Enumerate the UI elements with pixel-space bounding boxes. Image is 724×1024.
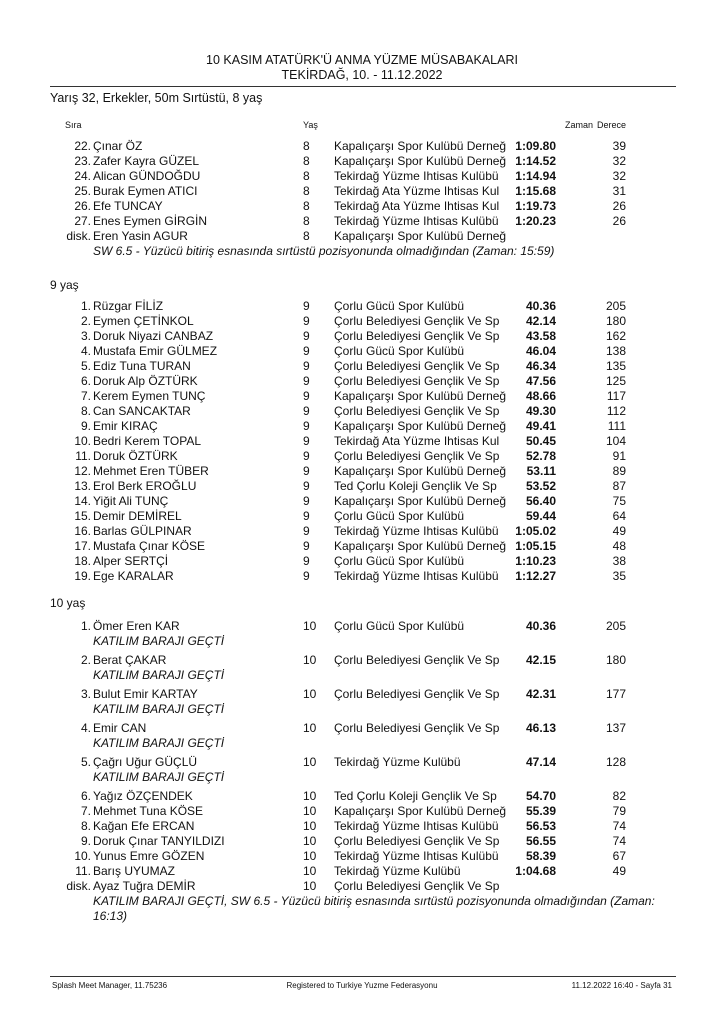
- swimmer-age: 10: [303, 721, 317, 735]
- club-name: Tekirdağ Yüzme Ihtisas Kulübü: [334, 169, 499, 183]
- swimmer-name: Bedri Kerem TOPAL: [93, 434, 202, 448]
- club-name: Çorlu Belediyesi Gençlik Ve Sp: [334, 834, 500, 848]
- swimmer-name: Bulut Emir KARTAY: [93, 687, 198, 701]
- swimmer-age: 9: [303, 554, 310, 568]
- result-row-disqualified: [0, 878, 724, 894]
- swimmer-age: 8: [303, 139, 310, 153]
- club-name: Kapalıçarşı Spor Kulübü Derneğ: [334, 389, 507, 403]
- rank: 26.: [74, 199, 91, 213]
- swim-time: 48.66: [525, 389, 556, 403]
- swimmer-age: 9: [303, 494, 310, 508]
- swimmer-name: Ediz Tuna TURAN: [93, 359, 191, 373]
- points: 91: [612, 449, 626, 463]
- rank: 2.: [80, 653, 91, 667]
- rank: 22.: [74, 139, 91, 153]
- club-name: Çorlu Belediyesi Gençlik Ve Sp: [334, 359, 500, 373]
- footer-divider: [50, 976, 676, 977]
- rank: disk.: [66, 879, 91, 893]
- qualification-note: [0, 633, 724, 649]
- swim-time: 1:05.02: [515, 524, 556, 538]
- result-row: [0, 553, 724, 569]
- swimmer-name: Mehmet Eren TÜBER: [93, 464, 209, 478]
- swimmer-name: Mustafa Emir GÜLMEZ: [93, 344, 218, 358]
- club-name: Kapalıçarşı Spor Kulübü Derneğ: [334, 139, 507, 153]
- points: 74: [612, 834, 626, 848]
- swim-time: 1:05.15: [515, 539, 556, 553]
- points: 180: [605, 653, 626, 667]
- swim-time: 53.52: [525, 479, 556, 493]
- swimmer-name: Barış UYUMAZ: [93, 864, 176, 878]
- swimmer-age: 9: [303, 314, 310, 328]
- rank: 4.: [80, 721, 91, 735]
- points: 64: [612, 509, 626, 523]
- swim-time: 43.58: [525, 329, 556, 343]
- result-row: [0, 168, 724, 184]
- club-name: Çorlu Gücü Spor Kulübü: [334, 299, 465, 313]
- swimmer-name: Erol Berk EROĞLU: [93, 479, 197, 493]
- swimmer-age: 10: [303, 789, 317, 803]
- swimmer-age: 9: [303, 449, 310, 463]
- meet-location-date: TEKİRDAĞ, 10. - 11.12.2022: [281, 68, 443, 82]
- points-column-header: Derece: [596, 120, 626, 130]
- swimmer-age: 10: [303, 804, 317, 818]
- rank: 10.: [74, 849, 91, 863]
- swimmer-name: Çağrı Uğur GÜÇLÜ: [93, 755, 198, 769]
- result-row: [0, 818, 724, 834]
- swimmer-name: Doruk ÖZTÜRK: [93, 449, 178, 463]
- swimmer-name: Eymen ÇETİNKOL: [93, 314, 194, 328]
- points: 48: [612, 539, 626, 553]
- rank: 8.: [80, 819, 91, 833]
- age-group-label: 9 yaş: [50, 278, 79, 292]
- disqualification-note-continued: [0, 908, 724, 924]
- rank: 17.: [74, 539, 91, 553]
- points: 177: [605, 687, 626, 701]
- swimmer-age: 9: [303, 344, 310, 358]
- rank-column-header: Sıra: [65, 120, 82, 130]
- rank: 25.: [74, 184, 91, 198]
- time-column-header: Zaman: [564, 120, 593, 130]
- club-name: Tekirdağ Ata Yüzme Ihtisas Kul: [334, 184, 500, 198]
- rank: 1.: [80, 299, 91, 313]
- swimmer-age: 10: [303, 619, 317, 633]
- swimmer-age: 9: [303, 404, 310, 418]
- club-name: Kapalıçarşı Spor Kulübü Derneğ: [334, 494, 507, 508]
- points: 138: [605, 344, 626, 358]
- result-row: [0, 788, 724, 804]
- swim-time: 50.45: [525, 434, 556, 448]
- club-name: Çorlu Belediyesi Gençlik Ve Sp: [334, 449, 500, 463]
- result-row: [0, 298, 724, 314]
- club-name: Tekirdağ Yüzme Kulübü: [334, 755, 461, 769]
- rank: 5.: [80, 359, 91, 373]
- swimmer-name: Berat ÇAKAR: [93, 653, 167, 667]
- swimmer-age: 9: [303, 389, 310, 403]
- result-row: [0, 213, 724, 229]
- result-row: [0, 418, 724, 434]
- club-name: Kapalıçarşı Spor Kulübü Derneğ: [334, 464, 507, 478]
- club-name: Çorlu Gücü Spor Kulübü: [334, 554, 465, 568]
- event-title: Yarış 32, Erkekler, 50m Sırtüstü, 8 yaş: [50, 91, 263, 105]
- points: 111: [607, 419, 626, 433]
- swim-time: 46.34: [525, 359, 556, 373]
- swimmer-name: Demir DEMİREL: [93, 509, 182, 523]
- swim-time: 42.31: [525, 687, 556, 701]
- rank: 4.: [80, 344, 91, 358]
- rank: 6.: [80, 374, 91, 388]
- points: 162: [605, 329, 626, 343]
- swim-time: 42.15: [525, 653, 556, 667]
- points: 117: [606, 389, 626, 403]
- note-text: KATILIM BARAJI GEÇTİ: [93, 634, 225, 648]
- swim-time: 46.04: [525, 344, 556, 358]
- club-name: Kapalıçarşı Spor Kulübü Derneğ: [334, 539, 507, 553]
- rank: 14.: [74, 494, 91, 508]
- note-text: SW 6.5 - Yüzücü bitiriş esnasında sırtüstü pozisyonunda olmadığından (Zaman: 15:59): [93, 244, 555, 258]
- rank: 9.: [80, 834, 91, 848]
- club-name: Çorlu Belediyesi Gençlik Ve Sp: [334, 653, 500, 667]
- footer-software: Splash Meet Manager, 11.75236: [52, 981, 168, 990]
- rank: 11.: [75, 864, 91, 878]
- swimmer-name: Barlas GÜLPINAR: [93, 524, 192, 538]
- swimmer-name: Rüzgar FİLİZ: [93, 299, 164, 313]
- swim-time: 49.30: [525, 404, 556, 418]
- swimmer-name: Emir CAN: [93, 721, 147, 735]
- swimmer-name: Çınar ÖZ: [93, 139, 143, 153]
- result-row: [0, 720, 724, 736]
- swim-time: 59.44: [525, 509, 556, 523]
- result-row: [0, 508, 724, 524]
- club-name: Tekirdağ Yüzme Ihtisas Kulübü: [334, 569, 499, 583]
- result-row: [0, 313, 724, 329]
- note-text: KATILIM BARAJI GEÇTİ, SW 6.5 - Yüzücü bitiriş esnasında sırtüstü pozisyonunda olmadığından (Zaman:: [93, 894, 655, 908]
- swim-time: 47.56: [525, 374, 556, 388]
- club-name: Çorlu Belediyesi Gençlik Ve Sp: [334, 879, 500, 893]
- rank: 8.: [80, 404, 91, 418]
- swimmer-name: Doruk Alp ÖZTÜRK: [93, 374, 198, 388]
- result-row: [0, 388, 724, 404]
- result-row: [0, 328, 724, 344]
- rank: 19.: [74, 569, 91, 583]
- points: 104: [605, 434, 626, 448]
- rank: 15.: [74, 509, 91, 523]
- note-text: KATILIM BARAJI GEÇTİ: [93, 770, 225, 784]
- points: 67: [612, 849, 626, 863]
- points: 74: [612, 819, 626, 833]
- swim-time: 56.55: [525, 834, 556, 848]
- club-name: Kapalıçarşı Spor Kulübü Derneğ: [334, 154, 507, 168]
- swimmer-age: 9: [303, 299, 310, 313]
- points: 32: [612, 154, 626, 168]
- meet-title: 10 KASIM ATATÜRK'Ü ANMA YÜZME MÜSABAKALARI: [206, 53, 518, 67]
- rank: 13.: [74, 479, 91, 493]
- swimmer-age: 9: [303, 509, 310, 523]
- result-row: [0, 403, 724, 419]
- swimmer-name: Ege KARALAR: [93, 569, 174, 583]
- result-row: [0, 343, 724, 359]
- club-name: Kapalıçarşı Spor Kulübü Derneğ: [334, 419, 507, 433]
- rank: 18.: [74, 554, 91, 568]
- rank: 10.: [74, 434, 91, 448]
- points: 32: [612, 169, 626, 183]
- swimmer-name: Efe TUNCAY: [93, 199, 163, 213]
- swimmer-age: 9: [303, 434, 310, 448]
- rank: 16.: [74, 524, 91, 538]
- points: 49: [612, 864, 626, 878]
- swimmer-name: Yiğit Ali TUNÇ: [93, 494, 169, 508]
- result-row: [0, 448, 724, 464]
- swimmer-age: 9: [303, 479, 310, 493]
- result-row: [0, 373, 724, 389]
- swimmer-age: 10: [303, 755, 317, 769]
- rank: 7.: [80, 389, 91, 403]
- swimmer-age: 10: [303, 864, 317, 878]
- swimmer-age: 9: [303, 539, 310, 553]
- result-row: [0, 754, 724, 770]
- points: 205: [605, 299, 626, 313]
- club-name: Kapalıçarşı Spor Kulübü Derneğ: [334, 229, 507, 243]
- swimmer-age: 10: [303, 849, 317, 863]
- points: 79: [612, 804, 626, 818]
- swimmer-name: Ömer Eren KAR: [93, 619, 180, 633]
- result-row: [0, 803, 724, 819]
- club-name: Ted Çorlu Koleji Gençlik Ve Sp: [334, 789, 497, 803]
- swimmer-name: Enes Eymen GİRGİN: [93, 214, 208, 228]
- rank: 9.: [80, 419, 91, 433]
- swimmer-age: 9: [303, 569, 310, 583]
- result-row: [0, 833, 724, 849]
- club-name: Çorlu Gücü Spor Kulübü: [334, 344, 465, 358]
- club-name: Kapalıçarşı Spor Kulübü Derneğ: [334, 804, 507, 818]
- result-row: [0, 863, 724, 879]
- result-row: [0, 523, 724, 539]
- swim-time: 56.40: [525, 494, 556, 508]
- footer-date-page: 11.12.2022 16:40 - Sayfa 31: [571, 981, 672, 990]
- note-text: KATILIM BARAJI GEÇTİ: [93, 702, 225, 716]
- qualification-note: [0, 701, 724, 717]
- swimmer-age: 9: [303, 419, 310, 433]
- swimmer-name: Burak Eymen ATICI: [93, 184, 198, 198]
- result-row: [0, 153, 724, 169]
- swimmer-age: 10: [303, 834, 317, 848]
- result-row: [0, 463, 724, 479]
- rank: 23.: [74, 154, 91, 168]
- points: 128: [605, 755, 626, 769]
- swimmer-name: Can SANCAKTAR: [93, 404, 191, 418]
- points: 26: [612, 214, 626, 228]
- swimmer-age: 9: [303, 329, 310, 343]
- points: 125: [605, 374, 626, 388]
- swimmer-name: Kerem Eymen TUNÇ: [93, 389, 206, 403]
- result-row: [0, 686, 724, 702]
- swim-time: 42.14: [525, 314, 556, 328]
- points: 205: [605, 619, 626, 633]
- note-text: 16:13): [93, 909, 128, 923]
- swim-time: 54.70: [525, 789, 556, 803]
- age-group-label: 10 yaş: [50, 596, 86, 610]
- swim-time: 53.11: [526, 464, 556, 478]
- disqualification-note: [0, 893, 724, 909]
- result-row: [0, 138, 724, 154]
- swimmer-name: Alican GÜNDOĞDU: [93, 169, 201, 183]
- swim-time: 1:09.80: [515, 139, 556, 153]
- swimmer-name: Kağan Efe ERCAN: [93, 819, 195, 833]
- rank: 5.: [80, 755, 91, 769]
- swimmer-age: 9: [303, 464, 310, 478]
- points: 137: [605, 721, 626, 735]
- result-row: [0, 848, 724, 864]
- swim-time: 52.78: [525, 449, 556, 463]
- result-row: [0, 568, 724, 584]
- result-row: [0, 433, 724, 449]
- qualification-note: [0, 667, 724, 683]
- swimmer-name: Doruk Çınar TANYILDIZI: [93, 834, 225, 848]
- swimmer-name: Ayaz Tuğra DEMİR: [93, 879, 196, 893]
- swimmer-age: 10: [303, 687, 317, 701]
- swimmer-name: Yağız ÖZÇENDEK: [93, 789, 193, 803]
- swim-time: 46.13: [525, 721, 556, 735]
- result-row: [0, 478, 724, 494]
- rank: 27.: [74, 214, 91, 228]
- swim-time: 1:14.94: [515, 169, 556, 183]
- swimmer-age: 8: [303, 169, 310, 183]
- swim-time: 55.39: [525, 804, 556, 818]
- club-name: Tekirdağ Yüzme Ihtisas Kulübü: [334, 214, 499, 228]
- swim-time: 1:15.68: [515, 184, 556, 198]
- swimmer-age: 9: [303, 359, 310, 373]
- swim-time: 47.14: [525, 755, 556, 769]
- swimmer-age: 8: [303, 184, 310, 198]
- club-name: Tekirdağ Yüzme Ihtisas Kulübü: [334, 819, 499, 833]
- note-text: KATILIM BARAJI GEÇTİ: [93, 736, 225, 750]
- rank: 6.: [80, 789, 91, 803]
- result-row: [0, 183, 724, 199]
- points: 38: [612, 554, 626, 568]
- swimmer-name: Mustafa Çınar KÖSE: [93, 539, 206, 553]
- swimmer-age: 9: [303, 524, 310, 538]
- swim-time: 58.39: [525, 849, 556, 863]
- points: 49: [612, 524, 626, 538]
- swimmer-age: 9: [303, 374, 310, 388]
- rank: 12.: [74, 464, 91, 478]
- rank: 11.: [75, 449, 91, 463]
- rank: 2.: [80, 314, 91, 328]
- points: 112: [606, 404, 626, 418]
- swim-time: 1:12.27: [515, 569, 556, 583]
- result-row: [0, 358, 724, 374]
- swimmer-age: 8: [303, 199, 310, 213]
- club-name: Tekirdağ Yüzme Kulübü: [334, 864, 461, 878]
- swimmer-name: Mehmet Tuna KÖSE: [93, 804, 204, 818]
- club-name: Çorlu Belediyesi Gençlik Ve Sp: [334, 314, 500, 328]
- club-name: Ted Çorlu Koleji Gençlik Ve Sp: [334, 479, 497, 493]
- age-column-header: Yaş: [303, 120, 318, 130]
- points: 180: [605, 314, 626, 328]
- club-name: Tekirdağ Yüzme Ihtisas Kulübü: [334, 524, 499, 538]
- swimmer-age: 10: [303, 653, 317, 667]
- club-name: Çorlu Gücü Spor Kulübü: [334, 619, 465, 633]
- swim-time: 1:20.23: [515, 214, 556, 228]
- club-name: Tekirdağ Ata Yüzme Ihtisas Kul: [334, 434, 500, 448]
- rank: 1.: [80, 619, 91, 633]
- club-name: Çorlu Belediyesi Gençlik Ve Sp: [334, 721, 500, 735]
- points: 82: [612, 789, 626, 803]
- club-name: Çorlu Belediyesi Gençlik Ve Sp: [334, 687, 500, 701]
- swimmer-name: Eren Yasin AGUR: [93, 229, 188, 243]
- swim-time: 1:14.52: [515, 154, 556, 168]
- swimmer-age: 8: [303, 229, 310, 243]
- disqualification-note: [0, 243, 724, 259]
- footer-registration: Registered to Turkiye Yuzme Federasyonu: [286, 981, 438, 990]
- swimmer-age: 8: [303, 154, 310, 168]
- rank: 3.: [80, 687, 91, 701]
- note-text: KATILIM BARAJI GEÇTİ: [93, 668, 225, 682]
- result-row: [0, 538, 724, 554]
- swim-time: 1:04.68: [515, 864, 556, 878]
- header-divider: [50, 86, 676, 87]
- swim-time: 40.36: [525, 299, 556, 313]
- rank: disk.: [66, 229, 91, 243]
- swim-time: 56.53: [525, 819, 556, 833]
- points: 39: [612, 139, 626, 153]
- result-row: [0, 652, 724, 668]
- points: 87: [612, 479, 626, 493]
- rank: 3.: [80, 329, 91, 343]
- swim-time: 1:19.73: [515, 199, 556, 213]
- swimmer-name: Zafer Kayra GÜZEL: [93, 154, 200, 168]
- swim-time: 49.41: [525, 419, 556, 433]
- club-name: Çorlu Belediyesi Gençlik Ve Sp: [334, 329, 500, 343]
- swimmer-age: 8: [303, 214, 310, 228]
- swimmer-name: Alper SERTÇİ: [93, 554, 169, 568]
- swim-time: 40.36: [525, 619, 556, 633]
- result-row: [0, 493, 724, 509]
- result-row-disqualified: [0, 228, 724, 244]
- points: 89: [612, 464, 626, 478]
- result-row: [0, 618, 724, 634]
- qualification-note: [0, 769, 724, 785]
- swimmer-name: Doruk Niyazi CANBAZ: [93, 329, 214, 343]
- swimmer-name: Emir KIRAÇ: [93, 419, 158, 433]
- swimmer-age: 10: [303, 819, 317, 833]
- qualification-note: [0, 735, 724, 751]
- swimmer-age: 10: [303, 879, 317, 893]
- points: 35: [612, 569, 626, 583]
- rank: 7.: [80, 804, 91, 818]
- club-name: Tekirdağ Ata Yüzme Ihtisas Kul: [334, 199, 500, 213]
- club-name: Çorlu Belediyesi Gençlik Ve Sp: [334, 404, 500, 418]
- club-name: Tekirdağ Yüzme Ihtisas Kulübü: [334, 849, 499, 863]
- points: 26: [612, 199, 626, 213]
- points: 75: [612, 494, 626, 508]
- club-name: Çorlu Gücü Spor Kulübü: [334, 509, 465, 523]
- result-row: [0, 198, 724, 214]
- swimmer-name: Yunus Emre GÖZEN: [93, 849, 205, 863]
- club-name: Çorlu Belediyesi Gençlik Ve Sp: [334, 374, 500, 388]
- points: 31: [612, 184, 626, 198]
- swim-time: 1:10.23: [515, 554, 556, 568]
- points: 135: [605, 359, 626, 373]
- rank: 24.: [74, 169, 91, 183]
